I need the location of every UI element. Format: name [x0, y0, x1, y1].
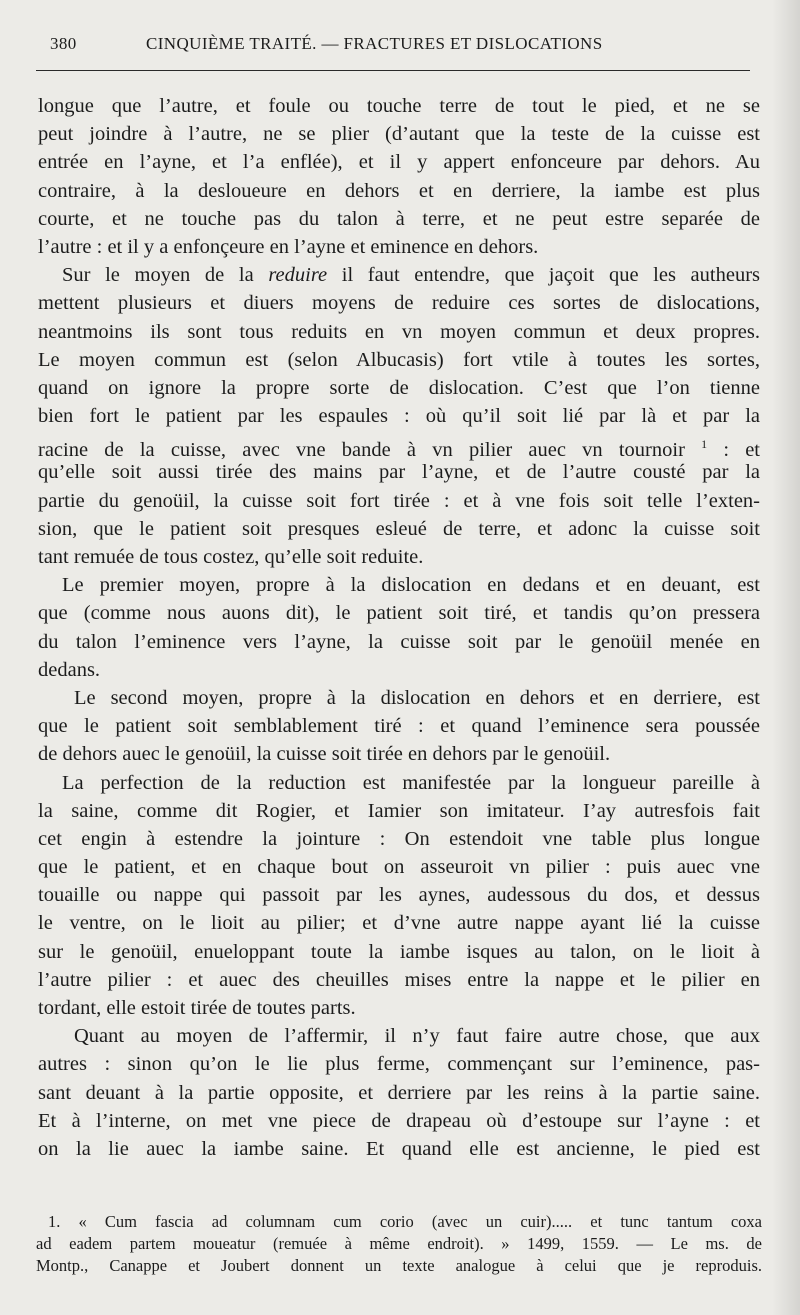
footnote-line: 1. « Cum fascia ad columnam cum corio (avec un cuir)..... et tunc tantum coxa: [48, 1212, 762, 1231]
header-rule: [36, 70, 750, 71]
text-line: contraire, à la desloueure en dehors et en derriere, la iambe est plus: [38, 179, 760, 202]
text-line: longue que l’autre, et foule ou touche terre de tout le pied, et ne se: [38, 95, 760, 117]
page-number: 380: [50, 34, 77, 53]
text-line: de dehors auec le genoüil, la cuisse soit tirée en dehors par le genoüil.: [38, 743, 611, 766]
text-line-reduire: [38, 261, 760, 289]
page-edge-shadow: [772, 0, 800, 1315]
text-fragment: : et: [723, 439, 761, 462]
text-line: que (comme nous auons dit), le patient soit tiré, et tandis qu’on pressera: [38, 602, 760, 625]
text-line: Le premier moyen, propre à la dislocation en dedans et en deuant, est: [62, 574, 760, 597]
text-line: que le patient, et en chaque bout on asseuroit vn pilier : puis auec vne: [38, 856, 760, 879]
text-fragment: racine de la cuisse, avec vne bande à vn pilier auec vn tournoir: [38, 439, 685, 462]
text-line: Le second moyen, propre à la dislocation en dehors et en derriere, est: [74, 686, 760, 709]
text-line: la saine, comme dit Rogier, et Iamier son imitateur. I’ay autresfois fait: [38, 799, 760, 822]
footnote-line: Montp., Canappe et Joubert donnent un texte analogue à celui que je reproduis.: [36, 1256, 762, 1275]
text-line: bien fort le patient par les espaules : où qu’il soit lié par là et par la: [38, 405, 760, 428]
text-line: tordant, elle estoit tirée de toutes parts.: [38, 997, 356, 1019]
text-line: l’autre : et il y a enfonçeure en l’ayne et eminence en dehors.: [38, 235, 539, 258]
text-line: mettent plusieurs et diuers moyens de reduire ces sortes de dislocations,: [38, 292, 760, 315]
text-line: l’autre pilier : et auec des cheuilles mises entre la nappe et le pilier en: [38, 968, 760, 991]
text-line: peut joindre à l’autre, ne se plier (d’autant que la teste de la cuisse est: [38, 123, 760, 146]
main-text: [38, 92, 760, 1163]
text-line: Et à l’interne, on met vne piece de drapeau où d’estoupe sur l’ayne : et: [38, 1109, 760, 1132]
text-line: cet engin à estendre la jointure : On estendoit vne table plus longue: [38, 827, 760, 850]
text-fragment: il faut entendre, que jaçoit que les autheurs: [341, 264, 760, 287]
running-title: CINQUIÈME TRAITÉ. — FRACTURES ET DISLOCATIONS: [146, 34, 603, 53]
text-line-tournoir: [38, 430, 761, 462]
text-line: entrée en l’ayne, et l’a enflée), et il y appert enfonceure par dehors. Au: [38, 151, 760, 174]
italic-word: reduire: [268, 264, 328, 287]
text-line: courte, et ne touche pas du talon à terre, et ne peut estre separée de: [38, 207, 760, 230]
text-line: qu’elle soit aussi tirée des mains par l’ayne, et de l’autre cousté par la: [38, 461, 760, 484]
text-fragment: Sur le moyen de la: [62, 264, 254, 287]
text-line: sur le genoüil, enueloppant toute la iambe isques au talon, on le lioit à: [38, 940, 760, 963]
text-line: du talon l’eminence vers l’ayne, la cuisse soit par le genoüil menée en: [38, 630, 760, 653]
text-line: Le moyen commun est (selon Albucasis) fort vtile à toutes les sortes,: [38, 348, 760, 371]
text-line: quand on ignore la propre sorte de dislocation. C’est que l’on tienne: [38, 376, 760, 399]
text-line: que le patient soit semblablement tiré : et quand l’eminence sera poussée: [38, 715, 760, 738]
text-line: tant remuée de tous costez, qu’elle soit reduite.: [38, 546, 424, 568]
text-line: Quant au moyen de l’affermir, il n’y faut faire autre chose, que aux: [74, 1025, 760, 1048]
text-line: neantmoins ils sont tous reduits en vn moyen commun et deux propres.: [38, 320, 760, 343]
text-line: sion, que le patient soit presques esleué de terre, et adonc la cuisse soit: [38, 517, 760, 540]
footnotes: [36, 1211, 762, 1277]
text-line: touaille ou nappe qui passoit par les aynes, audessous du dos, et dessus: [38, 884, 760, 907]
running-head: [38, 34, 750, 62]
footnote-line: ad eadem partem moueatur (remuée à même endroit). » 1499, 1559. — Le ms. de: [36, 1234, 762, 1253]
text-line: autres : sinon qu’on le lie plus ferme, commençant sur l’eminence, pas-: [38, 1053, 760, 1076]
text-line: le ventre, on le lioit au pilier; et d’vne autre nappe ayant lié la cuisse: [38, 912, 760, 935]
text-line: partie du genoüil, la cuisse soit fort tirée : et à vne fois soit telle l’exten-: [38, 489, 760, 512]
text-line: on la lie auec la iambe saine. Et quand elle est ancienne, le pied est: [38, 1137, 760, 1160]
text-line: dedans.: [38, 658, 101, 681]
text-line: sant deuant à la partie opposite, et derriere par les reins à la partie saine.: [38, 1081, 760, 1104]
footnote-marker: 1: [701, 437, 708, 452]
text-line: La perfection de la reduction est manifestée par la longueur pareille à: [62, 771, 760, 794]
